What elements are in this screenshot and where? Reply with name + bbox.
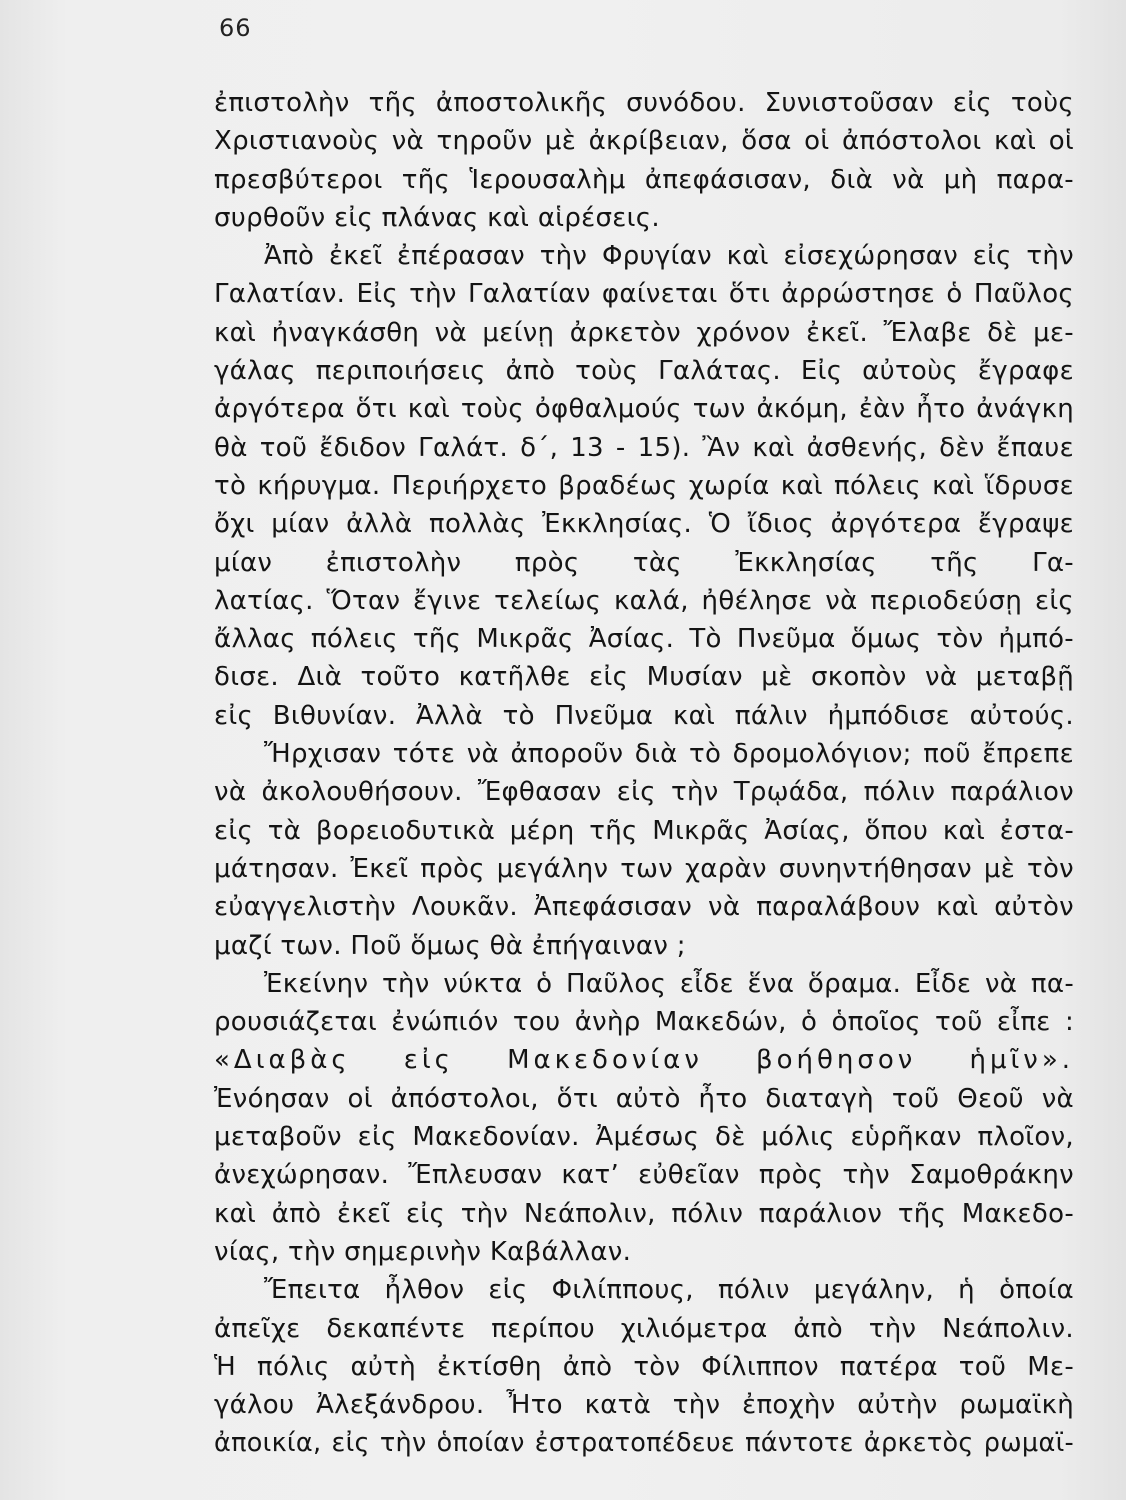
text-line: νὰ ἀκολουθήσουν. Ἔφθασαν εἰς τὴν Τρῳάδα, πόλιν παράλιον: [214, 777, 1074, 808]
text-line: συρθοῦν εἰς πλάνας καὶ αἱρέσεις.: [214, 202, 660, 233]
text-line: καὶ ἀπὸ ἐκεῖ εἰς τὴν Νεάπολιν, πόλιν παράλιον τῆς Μακεδο-: [214, 1198, 1074, 1229]
text-line: ἄλλας πόλεις τῆς Μικρᾶς Ἀσίας. Τὸ Πνεῦμα ὅμως τὸν ἠμπό-: [214, 624, 1074, 655]
text-line: Ἡ πόλις αὐτὴ ἐκτίσθη ἀπὸ τὸν Φίλιππον πατέρα τοῦ Με-: [214, 1351, 1074, 1382]
text-line: εἰς Βιθυνίαν. Ἀλλὰ τὸ Πνεῦμα καὶ πάλιν ἠμπόδισε αὐτούς.: [214, 700, 1074, 731]
text-line: Ἀπὸ ἐκεῖ ἐπέρασαν τὴν Φρυγίαν καὶ εἰσεχώρησαν εἰς τὴν: [264, 241, 1074, 272]
page-number: 66: [219, 14, 252, 42]
text-line: τὸ κήρυγμα. Περιήρχετο βραδέως χωρία καὶ πόλεις καὶ ἵδρυσε: [214, 470, 1074, 501]
text-line: Ἐνόησαν οἱ ἀπόστολοι, ὅτι αὐτὸ ἦτο διαταγὴ τοῦ Θεοῦ νὰ: [214, 1083, 1074, 1114]
text-line: μίαν ἐπιστολὴν πρὸς τὰς Ἐκκλησίας τῆς Γα-: [214, 547, 1074, 578]
text-line: εὐαγγελιστὴν Λουκᾶν. Ἀπεφάσισαν νὰ παραλάβουν καὶ αὐτὸν: [214, 892, 1074, 923]
text-line: μαζί των. Ποῦ ὅμως θὰ ἐπήγαιναν ;: [214, 930, 686, 961]
text-line: ἀποικία, εἰς τὴν ὁποίαν ἐστρατοπέδευε πάντοτε ἀρκετὸς ρωμαϊ-: [214, 1428, 1074, 1459]
text-line: καὶ ἠναγκάσθη νὰ μείνῃ ἀρκετὸν χρόνον ἐκεῖ. Ἔλαβε δὲ με-: [214, 317, 1074, 348]
text-line: λατίας. Ὅταν ἔγινε τελείως καλά, ἠθέλησε νὰ περιοδεύσῃ εἰς: [214, 585, 1074, 616]
text-line: γάλας περιποιήσεις ἀπὸ τοὺς Γαλάτας. Εἰς αὐτοὺς ἔγραφε: [214, 356, 1074, 387]
text-line: δισε. Διὰ τοῦτο κατῆλθε εἰς Μυσίαν μὲ σκοπὸν νὰ μεταβῇ: [214, 662, 1074, 693]
text-line: ὄχι μίαν ἀλλὰ πολλὰς Ἐκκλησίας. Ὁ ἴδιος ἀργότερα ἔγραψε: [214, 509, 1074, 540]
text-line: Ἤρχισαν τότε νὰ ἀποροῦν διὰ τὸ δρομολόγιον; ποῦ ἔπρεπε: [264, 739, 1074, 770]
text-line: πρεσβύτεροι τῆς Ἱερουσαλὴμ ἀπεφάσισαν, διὰ νὰ μὴ παρα-: [214, 164, 1074, 195]
text-line: ἀργότερα ὅτι καὶ τοὺς ὀφθαλμούς των ἀκόμη, ἐὰν ἦτο ἀνάγκη: [214, 394, 1074, 425]
text-line: «Διαβὰς εἰς Μακεδονίαν βοήθησον ἡμῖν».: [214, 1045, 1074, 1076]
body-text: [214, 84, 1074, 1463]
text-line: νίας, τὴν σημερινὴν Καβάλλαν.: [214, 1236, 632, 1267]
text-line: ἀνεχώρησαν. Ἔπλευσαν κατ’ εὐθεῖαν πρὸς τὴν Σαμοθράκην: [214, 1160, 1074, 1191]
text-line: Χριστιανοὺς νὰ τηροῦν μὲ ἀκρίβειαν, ὅσα οἱ ἀπόστολοι καὶ οἱ: [214, 126, 1074, 157]
text-line: ρουσιάζεται ἐνώπιόν του ἀνὴρ Μακεδών, ὁ ὁποῖος τοῦ εἶπε :: [214, 1007, 1074, 1038]
text-line: Ἔπειτα ἦλθον εἰς Φιλίππους, πόλιν μεγάλην, ἡ ὁποία: [264, 1275, 1074, 1306]
text-line: ἀπεῖχε δεκαπέντε περίπου χιλιόμετρα ἀπὸ τὴν Νεάπολιν.: [214, 1313, 1074, 1344]
text-line: Ἐκείνην τὴν νύκτα ὁ Παῦλος εἶδε ἕνα ὅραμα. Εἶδε νὰ πα-: [264, 968, 1074, 999]
text-line: θὰ τοῦ ἔδιδον Γαλάτ. δ΄, 13 - 15). Ἂν καὶ ἀσθενής, δὲν ἔπαυε: [214, 432, 1074, 463]
text-line: μεταβοῦν εἰς Μακεδονίαν. Ἀμέσως δὲ μόλις εὑρῆκαν πλοῖον,: [214, 1122, 1074, 1153]
text-line: μάτησαν. Ἐκεῖ πρὸς μεγάλην των χαρὰν συνηντήθησαν μὲ τὸν: [214, 853, 1074, 884]
text-line: εἰς τὰ βορειοδυτικὰ μέρη τῆς Μικρᾶς Ἀσίας, ὅπου καὶ ἐστα-: [214, 815, 1074, 846]
text-line: ἐπιστολὴν τῆς ἀποστολικῆς συνόδου. Συνιστοῦσαν εἰς τοὺς: [214, 88, 1074, 118]
text-line: Γαλατίαν. Εἰς τὴν Γαλατίαν φαίνεται ὅτι ἀρρώστησε ὁ Παῦλος: [214, 279, 1074, 310]
text-line: γάλου Ἀλεξάνδρου. Ἦτο κατὰ τὴν ἐποχὴν αὐτὴν ρωμαϊκὴ: [214, 1390, 1074, 1421]
